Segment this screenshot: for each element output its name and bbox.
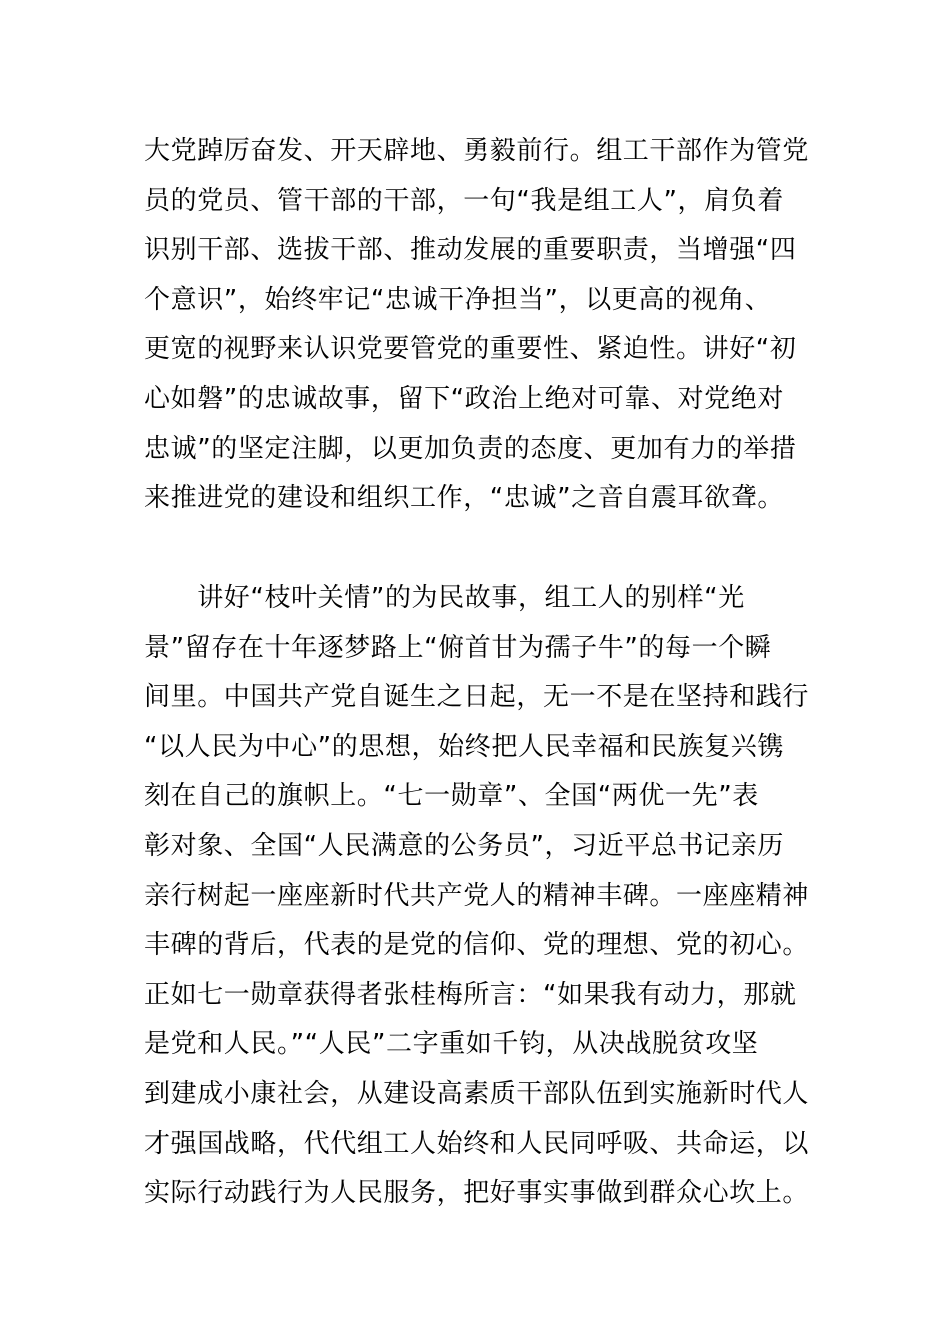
text-line: 刻在自己的旗帜上。“七一勋章”、全国“两优一先”表 bbox=[144, 781, 759, 812]
text-line: 彰对象、全国“人民满意的公务员”，习近平总书记亲历 bbox=[144, 830, 784, 861]
text-line: 景”留存在十年逐梦路上“俯首甘为孺子牛”的每一个瞬 bbox=[144, 632, 772, 663]
paragraph-loyalty bbox=[144, 127, 814, 524]
text-line: 丰碑的背后，代表的是党的信仰、党的理想、党的初心。 bbox=[144, 930, 810, 961]
text-line: 间里。中国共产党自诞生之日起，无一不是在坚持和践行 bbox=[144, 682, 810, 713]
text-line: 讲好“枝叶关情”的为民故事，组工人的别样“光 bbox=[144, 583, 745, 613]
text-line: 到建成小康社会，从建设高素质干部队伍到实施新时代人 bbox=[144, 1078, 810, 1109]
text-line: 实际行动践行为人民服务，把好事实事做到群众心坎上。 bbox=[144, 1178, 810, 1209]
text-line: 更宽的视野来认识党要管党的重要性、紧迫性。讲好“初 bbox=[144, 334, 797, 365]
text-line: 个意识”，始终牢记“忠诚干净担当”，以更高的视角、 bbox=[144, 284, 772, 315]
text-line: 员的党员、管干部的干部，一句“我是组工人”，肩负着 bbox=[144, 185, 784, 216]
text-line: 心如磐”的忠诚故事，留下“政治上绝对可靠、对党绝对 bbox=[144, 383, 784, 414]
text-line: 来推进党的建设和组织工作，“忠诚”之音自震耳欲聋。 bbox=[144, 483, 784, 514]
paragraph-people bbox=[144, 574, 814, 1219]
text-line: 是党和人民。”“人民”二字重如千钧，从决战脱贫攻坚 bbox=[144, 1029, 759, 1060]
text-line: 才强国战略，代代组工人始终和人民同呼吸、共命运，以 bbox=[144, 1128, 810, 1159]
text-line: 大党踔厉奋发、开天辟地、勇毅前行。组工干部作为管党 bbox=[144, 136, 810, 166]
text-line: 正如七一勋章获得者张桂梅所言：“如果我有动力，那就 bbox=[144, 979, 797, 1010]
text-line: 识别干部、选拔干部、推动发展的重要职责，当增强“四 bbox=[144, 235, 797, 266]
text-line: 忠诚”的坚定注脚，以更加负责的态度、更加有力的举措 bbox=[144, 433, 797, 464]
text-line: “以人民为中心”的思想，始终把人民幸福和民族复兴镌 bbox=[144, 731, 784, 762]
text-line: 亲行树起一座座新时代共产党人的精神丰碑。一座座精神 bbox=[144, 880, 810, 911]
